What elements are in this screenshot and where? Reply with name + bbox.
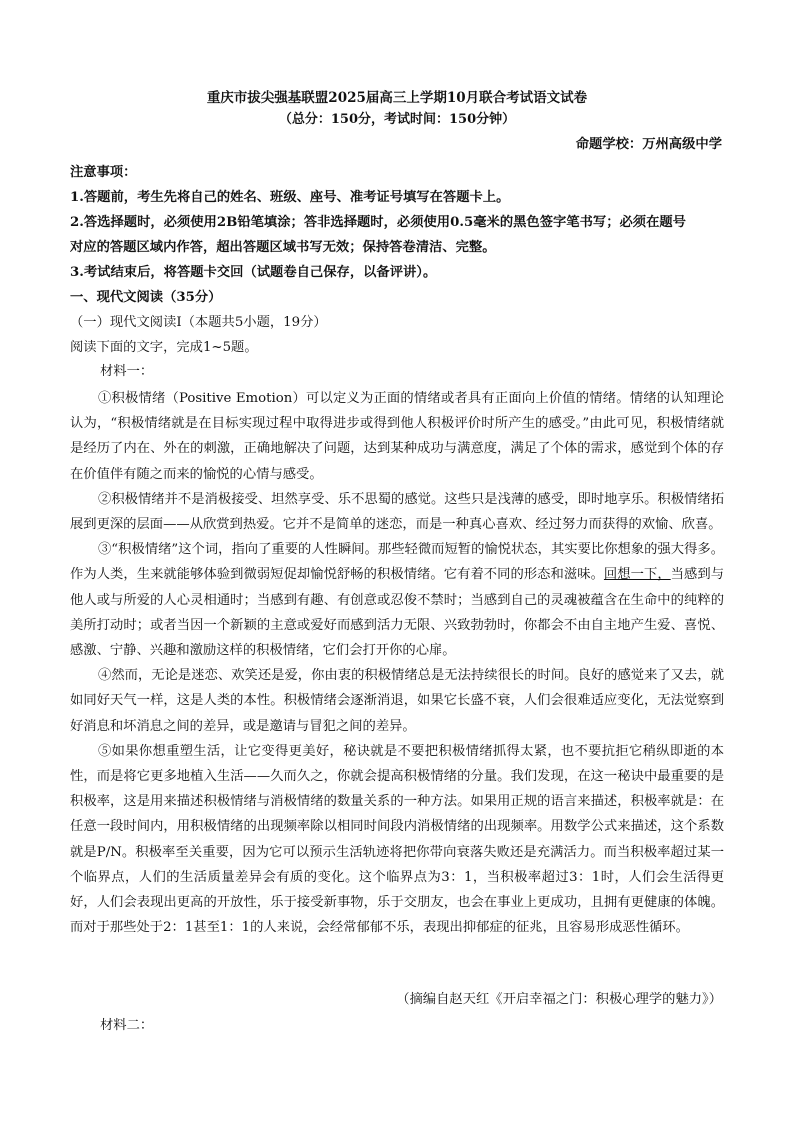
school-name: 命题学校：万州高级中学 <box>575 137 722 152</box>
paragraph-4: ④然而，无论是迷恋、欢笑还是爱，你由衷的积极情绪总是无法持续很长的时间。良好的感觉来了又去，就如同好天气一样，这是人类的本性。积极情绪会逐渐消退，如果它长盛不衰，人们会很难适应变化，无法觉察到好消息和坏消息之间的差异，或是邀请与冒犯之间的差异。 <box>70 668 724 734</box>
notice-heading: 注意事项： <box>70 165 137 180</box>
paragraph-3 <box>70 537 724 663</box>
exam-subtitle: （总分：150分，考试时间：150分钟） <box>278 112 516 127</box>
passage-body <box>70 386 724 940</box>
reading-instruction: 阅读下面的文字，完成1~5题。 <box>70 340 258 355</box>
passage-source: （摘编自赵天红《开启幸福之门：积极心理学的魅力》） <box>396 992 722 1007</box>
section-heading: 一、现代文阅读（35分） <box>70 290 222 305</box>
paragraph-3-text-a: ③“积极情绪”这个词，指向了重要的人性瞬间。那些轻微而短暂的愉悦状态，其实要比你想象的强大得多。作为人类，生来就能够体验到微弱短促却愉悦舒畅的积极情绪。它有着不同的形态和滋味。 <box>70 542 724 583</box>
notice-item-2-line-1: 2.答选择题时，必须使用2B铅笔填涂；答非选择题时，必须使用0.5毫米的黑色签字笔书写；必须在题号 <box>70 215 686 230</box>
paragraph-5: ⑤如果你想重塑生活，让它变得更美好，秘诀就是不要把积极情绪抓得太紧，也不要抗拒它稍纵即逝的本性，而是将它更多地植入生活——久而久之，你就会提高积极情绪的分量。我们发现，在这一秘诀中最重要的是积极率，这是用来描述积极情绪与消极情绪的数量关系的一种方法。如果用正规的语言来描述，积极率就是：在任意一段时间内，用积极情绪的出现频率除以相同时间段内消极情绪的出现频率。用数学公式来描述，这个系数就是P/N。积极率至关重要，因为它可以预示生活轨迹将把你带向衰落失败还是充满活力。而当积极率超过某一个临界点，人们的生活质量差异会有质的变化。这个临界点为3：1，当积极率超过3：1时，人们会生活得更好，人们会表现出更高的开放性，乐于接受新事物，乐于交朋友，也会在事业上更成功，且拥有更健康的体魄。而对于那些处于2：1甚至1：1的人来说，会经常郁郁不乐，表现出抑郁症的征兆，且容易形成恶性循环。 <box>70 743 724 936</box>
paragraph-3-text-b: 当感到与他人或与所爱的人心灵相通时；当感到有趣、有创意或忍俊不禁时；当感到自己的灵魂被蕴含在生命中的纯粹的美所打动时；或者当因一个新颖的主意或爱好而感到活力无限、兴致勃勃时，你都会不由自主地产生爱、喜悦、感激、宁静、兴趣和激励这样的积极情绪，它们会打开你的心扉。 <box>70 567 725 659</box>
section-subheading: （一）现代文阅读Ⅰ（本题共5小题，19分） <box>70 315 327 330</box>
notice-item-3: 3.考试结束后，将答题卡交回（试题卷自己保存，以备评讲）。 <box>70 265 437 280</box>
exam-title: 重庆市拔尖强基联盟2025届高三上学期10月联合考试语文试卷 <box>206 90 588 106</box>
material-1-label: 材料一： <box>100 364 154 379</box>
paragraph-2: ②积极情绪并不是消极接受、坦然享受、乐不思蜀的感觉。这些只是浅薄的感受，即时地享乐。积极情绪拓展到更深的层面——从欣赏到热爱。它并不是简单的迷恋，而是一种真心喜欢、经过努力而获得的欢愉、欣喜。 <box>70 491 724 533</box>
paragraph-3-underlined: 回想一下， <box>603 567 671 583</box>
material-2-label: 材料二： <box>100 1018 154 1033</box>
notice-item-1: 1.答题前，考生先将自己的姓名、班级、座号、准考证号填写在答题卡上。 <box>70 190 510 205</box>
paragraph-1: ①积极情绪（Positive Emotion）可以定义为正面的情绪或者具有正面向上价值的情绪。情绪的认知理论认为，“积极情绪就是在目标实现过程中取得进步或得到他人积极评价时所产生的感受。”由此可见，积极情绪就是经历了内在、外在的刺激，正确地解决了问题，达到某种成功与满意度，满足了个体的需求，感觉到个体的存在价值伴有随之而来的愉悦的心情与感受。 <box>70 391 724 482</box>
notice-item-2-line-2: 对应的答题区域内作答，超出答题区域书写无效；保持答卷清洁、完整。 <box>70 240 496 255</box>
